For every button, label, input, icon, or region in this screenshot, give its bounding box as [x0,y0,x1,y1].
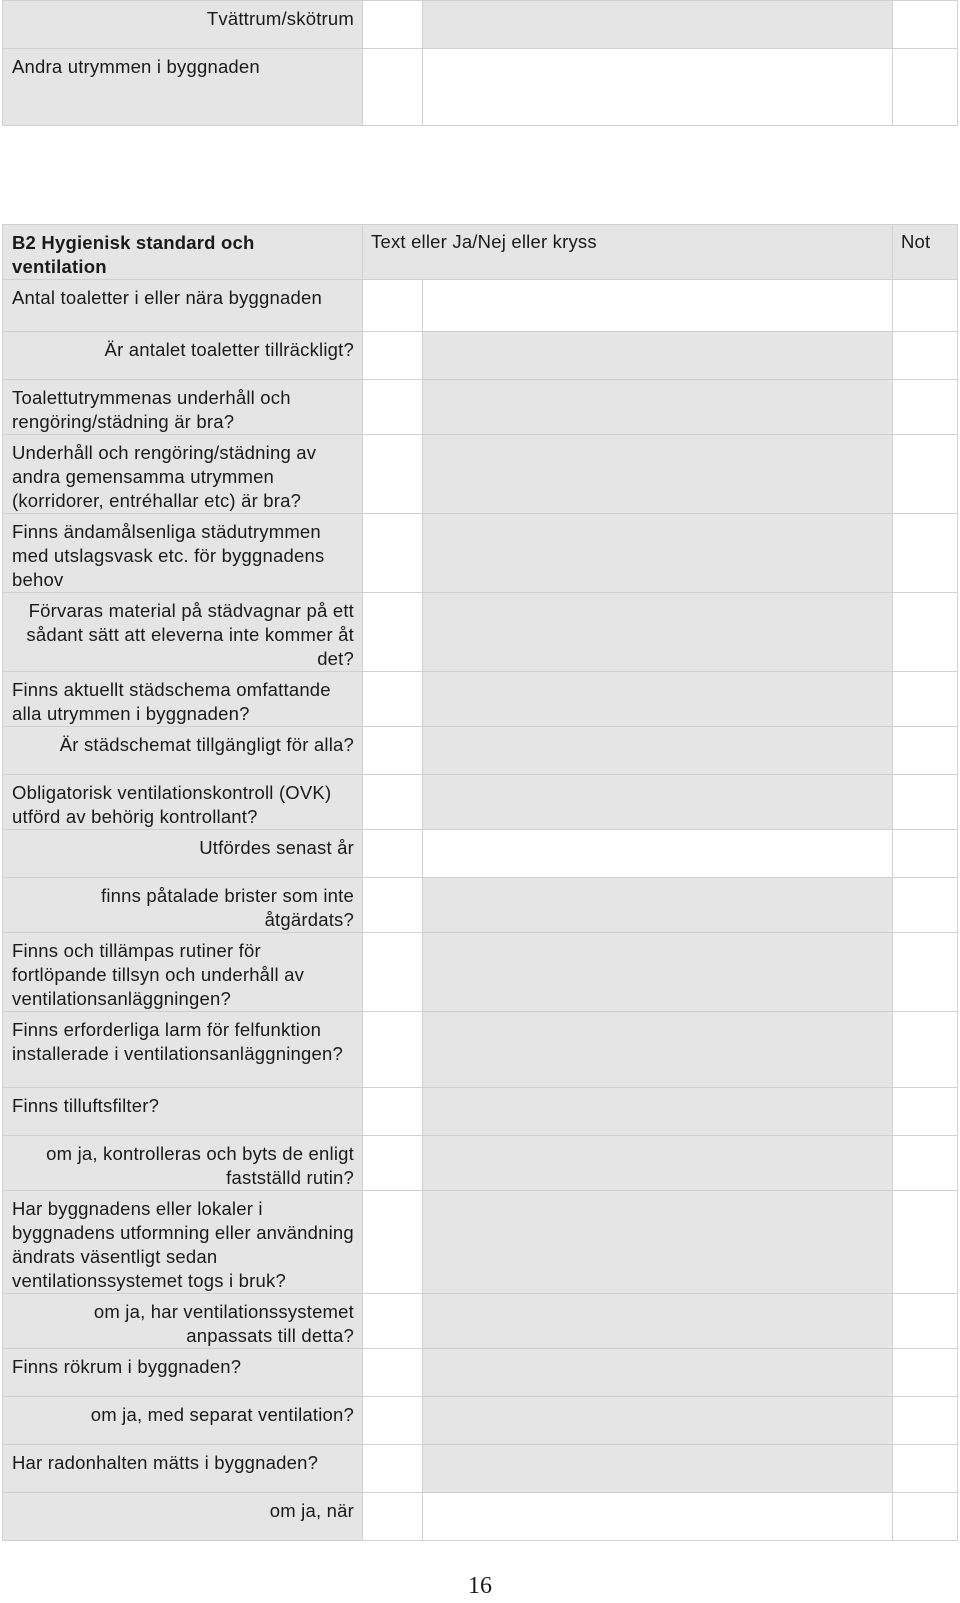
question-label: Obligatorisk ventilationskontroll (OVK) utförd av behörig kontrollant? [3,775,363,830]
answer-mark-cell[interactable] [363,830,423,878]
question-label: Finns erforderliga larm för felfunktion installerade i ventilationsanläggningen? [3,1012,363,1088]
note-cell[interactable] [893,1012,958,1088]
section-title: B2 Hygienisk standard och ventilation [3,225,363,280]
note-cell[interactable] [893,1397,958,1445]
answer-text-cell[interactable] [423,775,893,830]
answer-mark-cell[interactable] [363,933,423,1012]
question-label: Utfördes senast år [3,830,363,878]
answer-mark-cell[interactable] [363,727,423,775]
question-label: Förvaras material på städvagnar på ett sådant sätt att eleverna inte kommer åt det? [3,593,363,672]
note-cell[interactable] [893,1445,958,1493]
answer-mark-cell[interactable] [363,1445,423,1493]
note-cell[interactable] [893,830,958,878]
checklist-row [3,593,958,672]
answer-text-cell[interactable] [423,1493,893,1541]
answer-text-cell[interactable] [423,49,893,126]
checklist-row [3,933,958,1012]
question-label: Finns ändamålsenliga städutrymmen med utslagsvask etc. för byggnadens behov [3,514,363,593]
answer-mark-cell[interactable] [363,1397,423,1445]
answer-text-cell[interactable] [423,830,893,878]
answer-mark-cell[interactable] [363,1493,423,1541]
answer-text-cell[interactable] [423,1012,893,1088]
answer-mark-cell[interactable] [363,1012,423,1088]
question-label: Finns aktuellt städschema omfattande alla utrymmen i byggnaden? [3,672,363,727]
checklist-row [3,1349,958,1397]
note-cell[interactable] [893,1294,958,1349]
checklist-row [3,1493,958,1541]
hygiene-ventilation-table [2,224,958,1541]
checklist-row [3,1397,958,1445]
answer-mark-cell[interactable] [363,878,423,933]
checklist-row [3,1191,958,1294]
question-label: Finns rökrum i byggnaden? [3,1349,363,1397]
note-cell[interactable] [893,1136,958,1191]
question-label: Andra utrymmen i byggnaden [3,49,363,126]
answer-text-cell[interactable] [423,1136,893,1191]
checklist-row [3,775,958,830]
answer-text-cell[interactable] [423,593,893,672]
question-label: Har radonhalten mätts i byggnaden? [3,1445,363,1493]
answer-mark-cell[interactable] [363,435,423,514]
question-label: om ja, när [3,1493,363,1541]
checklist-row [3,830,958,878]
note-cell[interactable] [893,775,958,830]
checklist-row [3,878,958,933]
checklist-row [3,49,958,126]
question-label: Underhåll och rengöring/städning av andra gemensamma utrymmen (korridorer, entréhallar etc) är bra? [3,435,363,514]
answer-text-cell[interactable] [423,1191,893,1294]
note-cell[interactable] [893,1191,958,1294]
note-cell[interactable] [893,1088,958,1136]
checklist-row [3,332,958,380]
answer-mark-cell[interactable] [363,1349,423,1397]
checklist-row [3,514,958,593]
answer-mark-cell[interactable] [363,1088,423,1136]
question-label: Finns och tillämpas rutiner för fortlöpande tillsyn och underhåll av ventilationsanläggningen? [3,933,363,1012]
checklist-row [3,380,958,435]
answer-mark-cell[interactable] [363,1136,423,1191]
note-cell[interactable] [893,1493,958,1541]
question-label: om ja, kontrolleras och byts de enligt fastställd rutin? [3,1136,363,1191]
answer-mark-cell[interactable] [363,514,423,593]
note-cell[interactable] [893,878,958,933]
answer-mark-cell[interactable] [363,672,423,727]
checklist-row [3,1088,958,1136]
note-cell[interactable] [893,49,958,126]
answer-column-header: Text eller Ja/Nej eller kryss [363,225,893,280]
question-label: om ja, med separat ventilation? [3,1397,363,1445]
answer-mark-cell[interactable] [363,775,423,830]
note-cell[interactable] [893,280,958,332]
answer-mark-cell[interactable] [363,380,423,435]
note-cell[interactable] [893,332,958,380]
checklist-row [3,1136,958,1191]
answer-mark-cell[interactable] [363,332,423,380]
answer-text-cell[interactable] [423,380,893,435]
answer-mark-cell[interactable] [363,1294,423,1349]
answer-text-cell[interactable] [423,514,893,593]
checklist-row [3,435,958,514]
answer-text-cell[interactable] [423,672,893,727]
note-cell[interactable] [893,672,958,727]
checklist-row [3,1445,958,1493]
checklist-row [3,1294,958,1349]
question-label: Har byggnadens eller lokaler i byggnadens utformning eller användning ändrats väsentligt sedan ventilationssystemet togs i bruk? [3,1191,363,1294]
note-cell[interactable] [893,1349,958,1397]
answer-text-cell[interactable] [423,435,893,514]
answer-text-cell[interactable] [423,1349,893,1397]
answer-text-cell[interactable] [423,1088,893,1136]
answer-mark-cell[interactable] [363,280,423,332]
answer-mark-cell[interactable] [363,1,423,49]
question-label: Antal toaletter i eller nära byggnaden [3,280,363,332]
note-cell[interactable] [893,933,958,1012]
checklist-row [3,280,958,332]
question-label: finns påtalade brister som inte åtgärdats? [3,878,363,933]
answer-text-cell[interactable] [423,1445,893,1493]
question-label: Toalettutrymmenas underhåll och rengöring/städning är bra? [3,380,363,435]
note-cell[interactable] [893,1,958,49]
hygiene-ventilation-body [3,225,958,1541]
answer-mark-cell[interactable] [363,49,423,126]
question-label: Är städschemat tillgängligt för alla? [3,727,363,775]
answer-text-cell[interactable] [423,1294,893,1349]
question-label: Tvättrum/skötrum [3,1,363,49]
checklist-row [3,672,958,727]
answer-mark-cell[interactable] [363,1191,423,1294]
answer-text-cell[interactable] [423,727,893,775]
note-column-header: Not [893,225,958,280]
answer-text-cell[interactable] [423,933,893,1012]
room-checklist-body [3,1,958,126]
note-cell[interactable] [893,380,958,435]
section-header-row [3,225,958,280]
page-number: 16 [468,1573,492,1599]
note-cell[interactable] [893,727,958,775]
checklist-row [3,1012,958,1088]
checklist-row [3,727,958,775]
question-label: Finns tilluftsfilter? [3,1088,363,1136]
answer-text-cell[interactable] [423,878,893,933]
answer-text-cell[interactable] [423,280,893,332]
answer-text-cell[interactable] [423,332,893,380]
note-cell[interactable] [893,593,958,672]
answer-mark-cell[interactable] [363,593,423,672]
answer-text-cell[interactable] [423,1397,893,1445]
note-cell[interactable] [893,514,958,593]
checklist-row [3,1,958,49]
note-cell[interactable] [893,435,958,514]
question-label: Är antalet toaletter tillräckligt? [3,332,363,380]
room-checklist-table [2,0,958,126]
answer-text-cell[interactable] [423,1,893,49]
question-label: om ja, har ventilationssystemet anpassats till detta? [3,1294,363,1349]
